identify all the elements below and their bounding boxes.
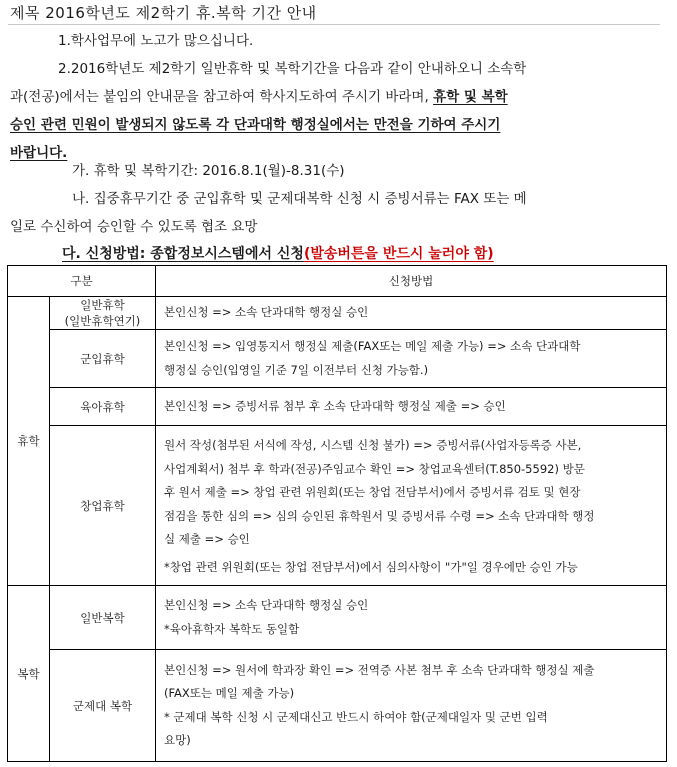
type-startup-leave: 창업휴학 [50, 426, 156, 586]
type-military-return: 군제대 복학 [50, 650, 156, 762]
method-line: 행정실 승인(입영일 기준 7일 이전부터 신청 가능함.) [164, 362, 429, 377]
paragraph-2-line-2 [10, 83, 508, 111]
header-method: 신청방법 [156, 266, 667, 297]
method-line: 본인신청 => 소속 단과대학 행정실 승인 [164, 598, 369, 612]
method-text [156, 592, 666, 643]
method-text [156, 430, 666, 581]
table-row [8, 388, 667, 426]
application-method-table [7, 265, 667, 762]
method-line: 사업계획서) 첨부 후 학과(전공)주임교수 확인 => 창업교육센터(T.850-5592) 방문 [164, 461, 585, 476]
group-leave: 휴학 [8, 297, 50, 586]
table-row [8, 426, 667, 586]
method-line: 본인신청 => 증빙서류 첨부 후 소속 단과대학 행정실 제출 => 승인 [164, 398, 506, 413]
method-line: 원서 작성(첨부된 서식에 작성, 시스템 신청 불가) => 증빙서류(사업자등록증 사본, [164, 438, 582, 452]
header-category: 구분 [8, 266, 156, 297]
type-sublabel: (일반휴학연기) [64, 314, 141, 328]
table-row [8, 650, 667, 762]
method-line: 후 원서 제출 => 창업 관련 위원회(또는 창업 전담부서)에서 증빙서류 검토 및 현장 [164, 485, 581, 499]
item-da-method [62, 240, 494, 268]
method-text [156, 657, 666, 755]
item-ga-period: 가. 휴학 및 복학기간: 2016.8.1(월)-8.31(수) [72, 163, 345, 179]
method-line: 본인신청 => 입영통지서 행정실 제출(FAX또는 메일 제출 가능) => 소속 단과대학 [164, 339, 581, 353]
type-general-return: 일반복학 [50, 586, 156, 650]
type-military-leave: 군입휴학 [50, 330, 156, 388]
type-general-leave [50, 297, 156, 330]
paragraph-1: 1.학사업무에 노고가 많으십니다. [58, 33, 254, 49]
method-cell [156, 330, 667, 388]
item-na-line-2: 일로 수신하여 승인할 수 있도록 협조 요망 [10, 219, 258, 235]
group-return: 복학 [8, 586, 50, 762]
item-na-line-1: 나. 집중휴무기간 중 군입휴학 및 군제대복학 신청 시 증빙서류는 FAX 또는 메 [72, 191, 527, 207]
item-da-label: 다. 신청방법: 종합정보시스템에서 신청 [62, 246, 304, 262]
paragraph-2-line-4: 바랍니다. [10, 145, 68, 161]
method-cell [156, 650, 667, 762]
paragraph-2-line-3: 승인 관련 민원이 발생되지 않도록 각 단과대학 행정실에서는 만전을 기하여 주시기 [10, 117, 501, 133]
paragraph-2-emphasis-start: 휴학 및 복학 [433, 89, 508, 105]
method-cell [156, 297, 667, 330]
method-note: *창업 관련 위원회(또는 창업 전담부서)에서 심의사항이 "가"일 경우에만 승인 가능 [164, 559, 578, 574]
method-note: * 군제대 복학 신청 시 군제대신고 반드시 하여야 함(군제대일자 및 군번 입력 [164, 709, 548, 724]
method-note: 요망) [164, 733, 191, 747]
method-line: 실 제출 => 승인 [164, 532, 250, 546]
paragraph-2-normal-text: 과(전공)에서는 붙임의 안내문을 참고하여 학사지도하여 주시기 바라며, [10, 89, 434, 105]
title-divider [8, 24, 660, 25]
method-line: 본인신청 => 소속 단과대학 행정실 승인 [164, 305, 369, 320]
method-note: *육아휴학자 복학도 동일함 [164, 621, 300, 636]
type-label: 일반휴학 [80, 298, 125, 312]
method-line: 본인신청 => 원서에 학과장 확인 => 전역증 사본 첨부 후 소속 단과대학 행정실 제출 [164, 662, 595, 677]
table-row [8, 330, 667, 388]
method-cell [156, 388, 667, 426]
document-title: 제목 2016학년도 제2학기 휴.복학 기간 안내 [10, 4, 317, 22]
paragraph-2-line-1: 2.2016학년도 제2학기 일반휴학 및 복학기간을 다음과 같이 안내하오니 소속학 [58, 61, 527, 77]
table-row [8, 586, 667, 650]
method-text [156, 331, 666, 386]
method-cell [156, 586, 667, 650]
method-cell [156, 426, 667, 586]
item-da-warning: (발송버튼을 반드시 눌러야 함) [303, 246, 494, 262]
method-line: 점검을 통한 심의 => 심의 승인된 휴학원서 및 증빙서류 수령 => 소속 단과대학 행정 [164, 508, 595, 523]
table-row [8, 297, 667, 330]
type-childcare-leave: 육아휴학 [50, 388, 156, 426]
method-line: (FAX또는 메일 제출 가능) [164, 686, 295, 700]
